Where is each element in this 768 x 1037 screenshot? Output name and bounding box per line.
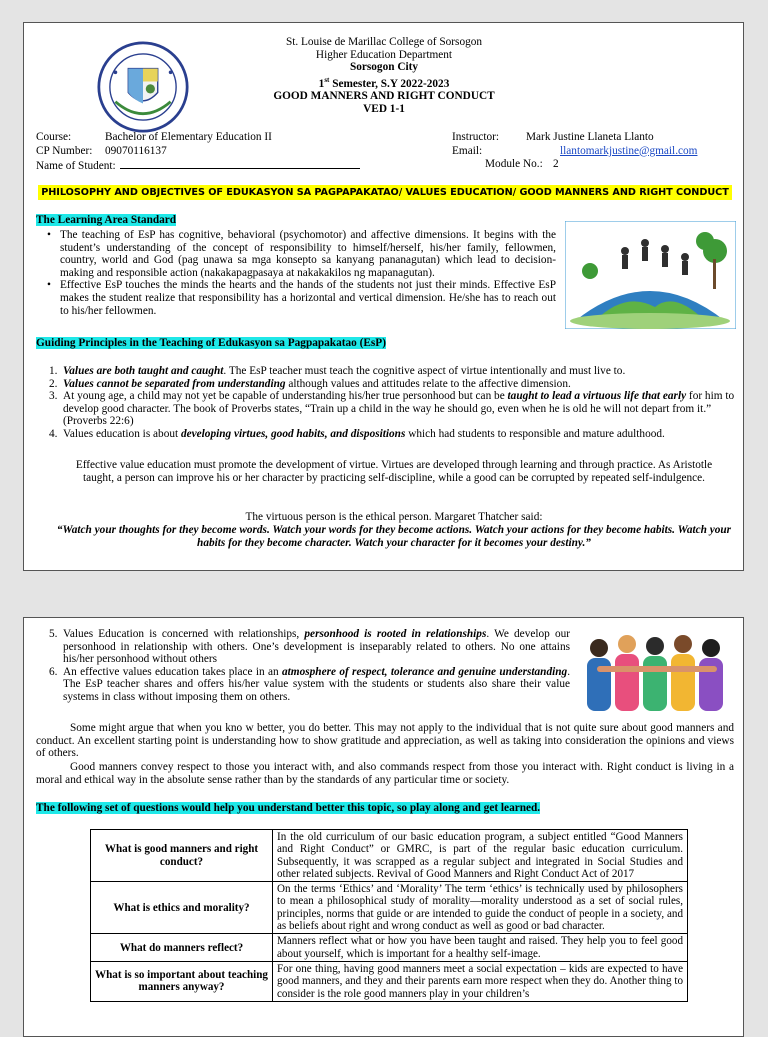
class-code: VED 1-1 bbox=[363, 102, 405, 115]
table-row bbox=[91, 882, 688, 934]
question-cell: What is so important about teaching manners anyway? bbox=[91, 961, 273, 1001]
list-item: 5. Values Education is concerned with relationships, personhood is rooted in relationships. We develop our personhood in relationship with others. One’s development is inseparably related to others. No one attains his/her personhood without others bbox=[49, 628, 571, 666]
list-item: 3. At young age, a child may not yet be capable of understanding his/her true personhood but can be taught to lead a virtuous life that early for him to develop good character. The book of Proverbs states, “Train up a child in the way he should go, even when he is old he will not depart from it.” (Proverbs 22:6) bbox=[49, 390, 735, 428]
question-cell: What is good manners and right conduct? bbox=[91, 830, 273, 882]
guiding-principles-list bbox=[36, 365, 736, 441]
list-item: 4. Values education is about developing virtues, good habits, and dispositions which had students to responsible and mature adulthood. bbox=[49, 427, 665, 440]
question-cell: What is ethics and morality? bbox=[91, 882, 273, 934]
thatcher-quote: “Watch your thoughts for they become words. Watch your words for they become actions. Watch your actions for they become habits. Watch your habits for they become character. Watch your character for it becomes your destiny.” bbox=[56, 524, 732, 549]
guiding-principles-list-continued bbox=[36, 628, 570, 704]
cp-label: CP Number: bbox=[36, 144, 93, 157]
list-item: 6. An effective values education takes place in an atmosphere of respect, tolerance and genuine understanding. The EsP teacher shares and offers his/her value system with the students or students also share their value systems in class without imposing them on others. bbox=[49, 665, 571, 703]
document-page-2 bbox=[23, 617, 744, 1037]
instructor-value: Mark Justine Llaneta Llanto bbox=[526, 131, 654, 143]
list-item: 1. Values are both taught and caught. The EsP teacher must teach the cognitive aspect of virtue intentionally and must live to. bbox=[49, 365, 626, 377]
list-item: 2. Values cannot be separated from understanding although values and attitudes relate to the affective dimension. bbox=[49, 377, 571, 390]
good-manners-paragraph: Good manners convey respect to those you interact with, and also commands respect from those you interact with. Right conduct is living in a moral and ethical way in the absolute sense rather than by the standards of any particular time or society. bbox=[36, 761, 734, 786]
instructor-info bbox=[452, 131, 697, 172]
answer-cell: For one thing, having good manners meet a social expectation – kids are expected to have good manners, and they and their parents earn more respect when they do. Another thing to consider is the role good manners play in your children’s bbox=[273, 961, 688, 1001]
department-name: Higher Education Department bbox=[315, 48, 453, 61]
some-might-argue-paragraph: Some might argue that when you kno w better, you do better. This may not apply to the individual that is not quite sure about good manners and conduct. An excellent starting point is understanding how to show gratitude and appreciation, as well as taking into consideration the opinions and views of others. bbox=[36, 722, 734, 760]
list-item: • The teaching of EsP has cognitive, behavioral (psychomotor) and affective dimensions. It begins with the student’s understanding of the concept of responsibility to himself/herself, his/her family, fellowmen, country, world and God (pag unawa sa mga konsepto sa kanyang pananagutan) which lead to decision-making and responsible action (nakakapagpasaya at nakakakilos ng mapanagutan). bbox=[36, 229, 556, 279]
semester-line: 1st Semester, S.Y 2022-2023 bbox=[318, 75, 450, 90]
student-name-field[interactable] bbox=[120, 158, 360, 169]
cp-value: 09070116137 bbox=[105, 144, 167, 157]
thatcher-intro: The virtuous person is the ethical person. Margaret Thatcher said: bbox=[245, 511, 543, 523]
learning-area-list bbox=[36, 229, 556, 317]
module-label: Module No.: bbox=[485, 158, 543, 171]
answer-cell: Manners reflect what or how you have been taught and raised. They help you to feel good about yourself, which is important for a healthy self-image. bbox=[273, 934, 688, 962]
course-value: Bachelor of Elementary Education II bbox=[105, 131, 272, 143]
email-label: Email: bbox=[452, 144, 483, 157]
group-hug-illustration bbox=[577, 628, 737, 711]
questions-table bbox=[90, 829, 688, 1002]
list-item: • Effective EsP touches the minds the hearts and the hands of the students not just their minds. Effective EsP makes the student realize that responsibility has a horizontal and vertical dimension. He/she has to reach out to his/her fellowmen. bbox=[36, 279, 556, 317]
course-label: Course: bbox=[36, 131, 72, 143]
subject-title: GOOD MANNERS AND RIGHT CONDUCT bbox=[273, 90, 495, 103]
table-row bbox=[91, 934, 688, 962]
college-name: St. Louise de Marillac College of Sorsogon bbox=[285, 36, 483, 48]
table-row bbox=[91, 830, 688, 882]
instructor-label: Instructor: bbox=[452, 131, 500, 143]
table-row bbox=[91, 961, 688, 1001]
answer-cell: On the terms ‘Ethics’ and ‘Morality’ The term ‘ethics’ is technically used by philosophers to mean a philosophical study of morality—morality understood as a set of social rules, principles, norms that guide or are intended to guide the conduct of people in a society, and as beliefs about right and wrong conduct as well as good or bad character. bbox=[273, 882, 688, 934]
module-value: 2 bbox=[553, 158, 559, 171]
student-name-label: Name of Student: bbox=[36, 160, 116, 173]
earth-children-illustration bbox=[565, 221, 736, 329]
philosophy-banner: PHILOSOPHY AND OBJECTIVES OF EDUKASYON SA PAGPAPAKATAO/ VALUES EDUCATION/ GOOD MANNERS AND RIGHT CONDUCT bbox=[38, 185, 732, 200]
college-seal-logo bbox=[97, 41, 189, 133]
effective-value-paragraph: Effective value education must promote the development of virtue. Virtues are developed through learning and through practice. As Aristotle taught, a person can improve his or her character by practicing self-discipline, while a good can be corrupted by repeated self-indulgence. bbox=[75, 459, 713, 484]
email-link[interactable]: llantomarkjustine@gmail.com bbox=[560, 144, 698, 157]
learning-area-title: The Learning Area Standard bbox=[36, 214, 177, 226]
city-name: Sorsogon City bbox=[349, 61, 419, 74]
questions-intro: The following set of questions would help you understand better this topic, so play along and get learned. bbox=[36, 802, 541, 814]
course-info bbox=[36, 131, 360, 174]
guiding-principles-title: Guiding Principles in the Teaching of Edukasyon sa Pagpapakatao (EsP) bbox=[36, 337, 386, 349]
answer-cell: In the old curriculum of our basic education program, a subject entitled “Good Manners and Right Conduct” or GMRC, is part of the regular basic education curriculum. Subsequently, it was scrapped as a regular subject and integrated in Social Studies and other related subjects. Revival of Good Manners and Right Conduct Act of 2017 bbox=[273, 830, 688, 882]
question-cell: What do manners reflect? bbox=[91, 934, 273, 962]
document-page-1 bbox=[23, 22, 744, 571]
document-header bbox=[224, 36, 544, 115]
